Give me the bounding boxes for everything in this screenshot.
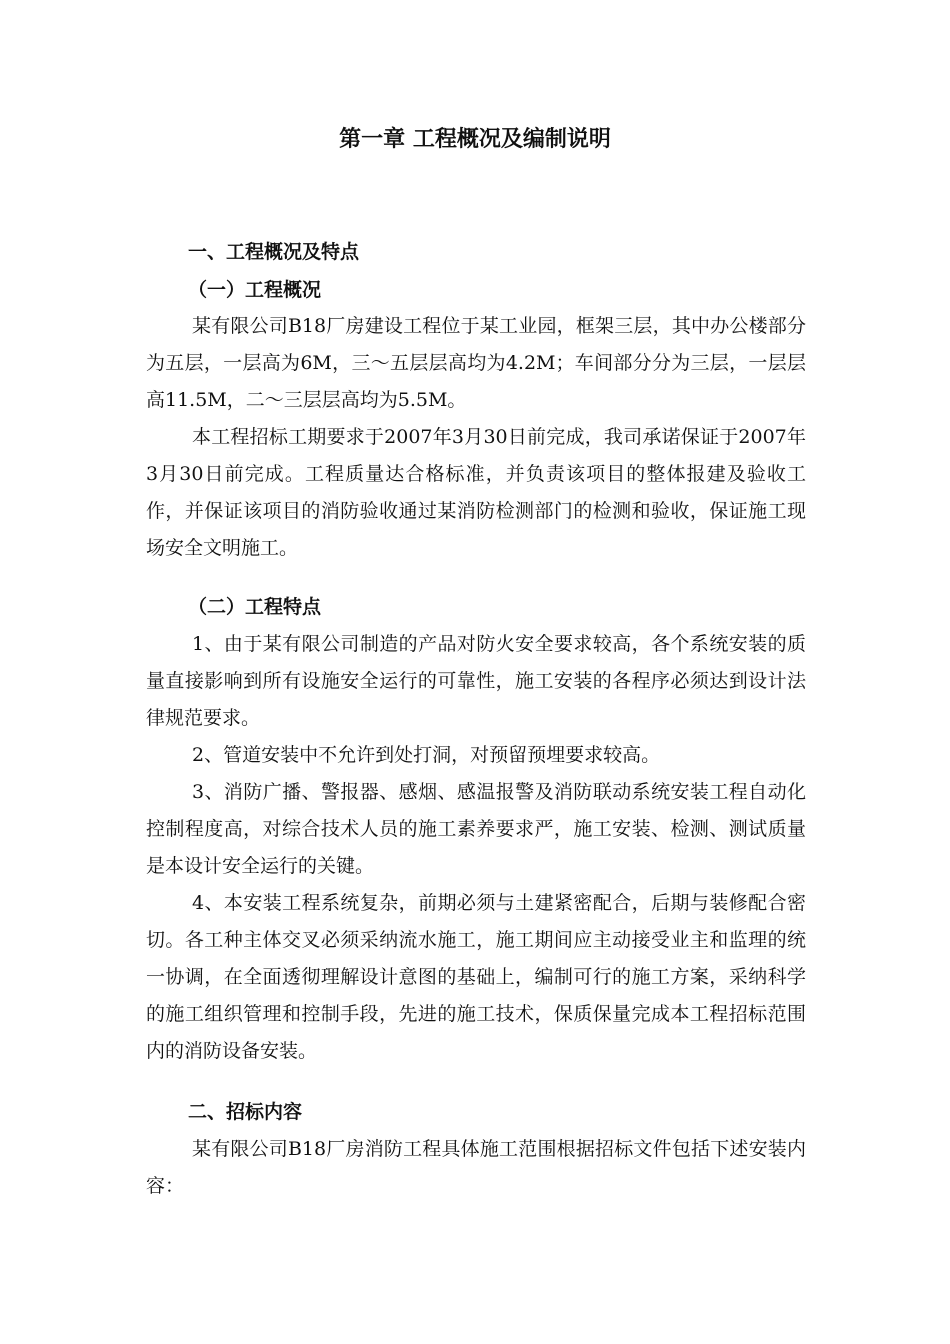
feature-item-4: 4、本安装工程系统复杂，前期必须与土建紧密配合，后期与装修配合密切。各工种主体交叉必须采纳流水施工，施工期间应主动接受业主和监理的统一协调，在全面透彻理解设计意图的基础上，编制可行的施工方案，采纳科学的施工组织管理和控制手段，先进的施工技术，保质保量完成本工程招标范围内的消防设备安装。 xyxy=(146,892,806,1062)
feature-item-3: 3、消防广播、警报器、感烟、感温报警及消防联动系统安装工程自动化控制程度高，对综合技术人员的施工素养要求严，施工安装、检测、测试质量是本设计安全运行的关键。 xyxy=(146,781,806,877)
subsection-1-heading: （一）工程概况 xyxy=(188,279,322,301)
section-1-heading: 一、工程概况及特点 xyxy=(188,241,360,263)
bidding-content-paragraph: 某有限公司B18厂房消防工程具体施工范围根据招标文件包括下述安装内容： xyxy=(146,1138,806,1197)
feature-item-2: 2、管道安装中不允许到处打洞，对预留预埋要求较高。 xyxy=(192,744,661,766)
overview-paragraph-2: 本工程招标工期要求于2007年3月30日前完成，我司承诺保证于2007年3月30日前完成。工程质量达合格标准，并负责该项目的整体报建及验收工作，并保证该项目的消防验收通过某消防检测部门的检测和验收，保证施工现场安全文明施工。 xyxy=(146,426,806,559)
chapter-title: 第一章 工程概况及编制说明 xyxy=(339,127,611,152)
subsection-2-heading: （二）工程特点 xyxy=(188,596,322,618)
overview-paragraph-1: 某有限公司B18厂房建设工程位于某工业园，框架三层，其中办公楼部分为五层，一层高为6M，三～五层层高均为4.2M；车间部分分为三层，一层层高11.5M，二～三层层高均为5.5M。 xyxy=(146,315,806,411)
section-2-heading: 二、招标内容 xyxy=(188,1101,303,1123)
feature-item-1: 1、由于某有限公司制造的产品对防火安全要求较高，各个系统安装的质量直接影响到所有设施安全运行的可靠性，施工安装的各程序必须达到设计法律规范要求。 xyxy=(146,633,806,729)
